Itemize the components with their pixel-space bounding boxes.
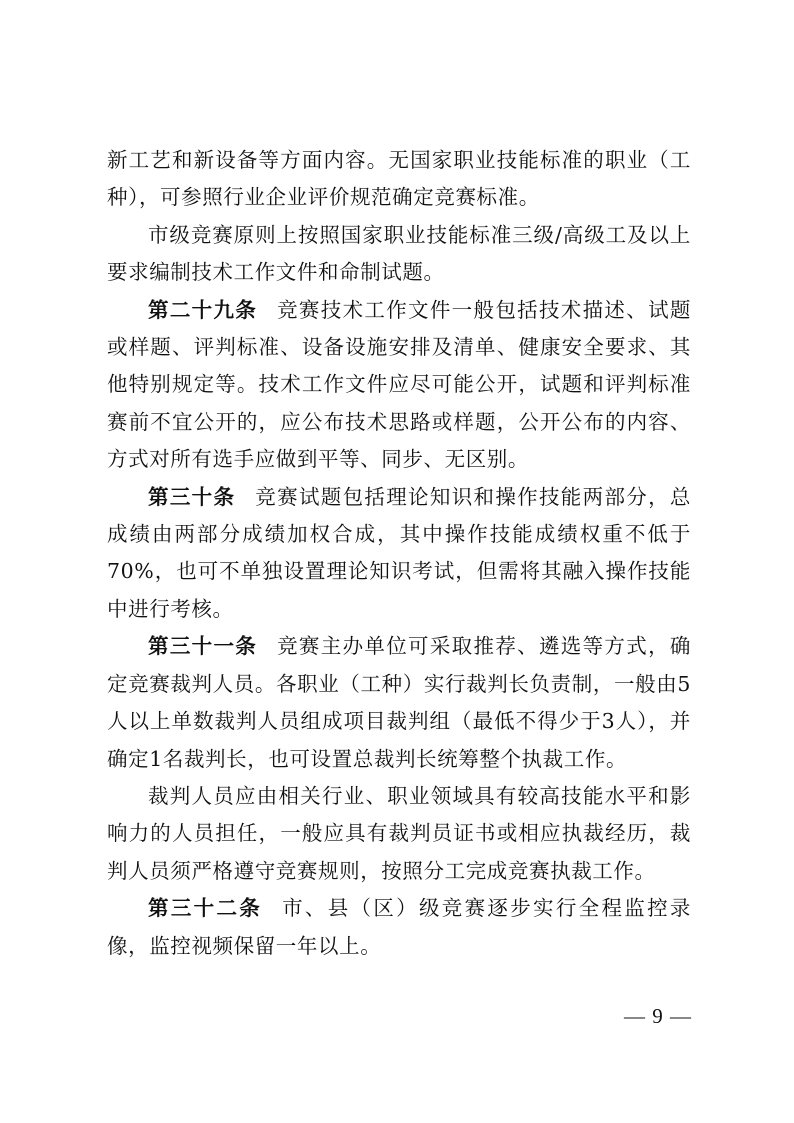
paragraph-text: 竞赛试题包括理论知识和操作技能两部分，总成绩由两部分成绩加权合成，其中操作技能成绩权重不低于70%，也可不单独设置理论知识考试，但需将其融入操作技能中进行考核。 [107,484,692,621]
paragraph-text: 新工艺和新设备等方面内容。无国家职业技能标准的职业（工种），可参照行业企业评价规范确定竞赛标准。 [107,148,691,210]
article-number: 第三十条 [148,484,236,509]
paragraph-text: 市、县（区）级竞赛逐步实行全程监控录像，监控视频保留一年以上。 [107,896,691,958]
article-paragraph [107,890,691,965]
paragraph [107,142,691,217]
document-body [107,142,691,965]
paragraph-text: 裁判人员应由相关行业、职业领域具有较高技能水平和影响力的人员担任，一般应具有裁判员证书或相应执裁经历，裁判人员须严格遵守竞赛规则，按照分工完成竞赛执裁工作。 [107,783,691,883]
article-paragraph [107,292,691,479]
article-number: 第二十九条 [148,297,258,322]
article-paragraph [107,479,691,629]
paragraph [107,217,691,292]
paragraph-text: 竞赛主办单位可采取推荐、遴选等方式，确定竞赛裁判人员。各职业（工种）实行裁判长负责制，一般由5人以上单数裁判人员组成项目裁判组（最低不得少于3人），并确定1名裁判长，也可设置总裁判长统筹整个执裁工作。 [107,634,691,771]
paragraph-text: 市级竞赛原则上按照国家职业技能标准三级/高级工及以上要求编制技术工作文件和命制试题。 [107,222,691,285]
page-number: — 9 — [624,1004,692,1028]
article-number: 第三十二条 [148,896,263,921]
article-number: 第三十一条 [148,634,258,659]
article-paragraph [107,628,691,778]
paragraph [107,778,691,890]
paragraph-text: 竞赛技术工作文件一般包括技术描述、试题或样题、评判标准、设备设施安排及清单、健康安全要求、其他特别规定等。技术工作文件应尽可能公开，试题和评判标准赛前不宜公开的，应公布技术思路或样题，公开公布的内容、方式对所有选手应做到平等、同步、无区别。 [107,297,691,472]
